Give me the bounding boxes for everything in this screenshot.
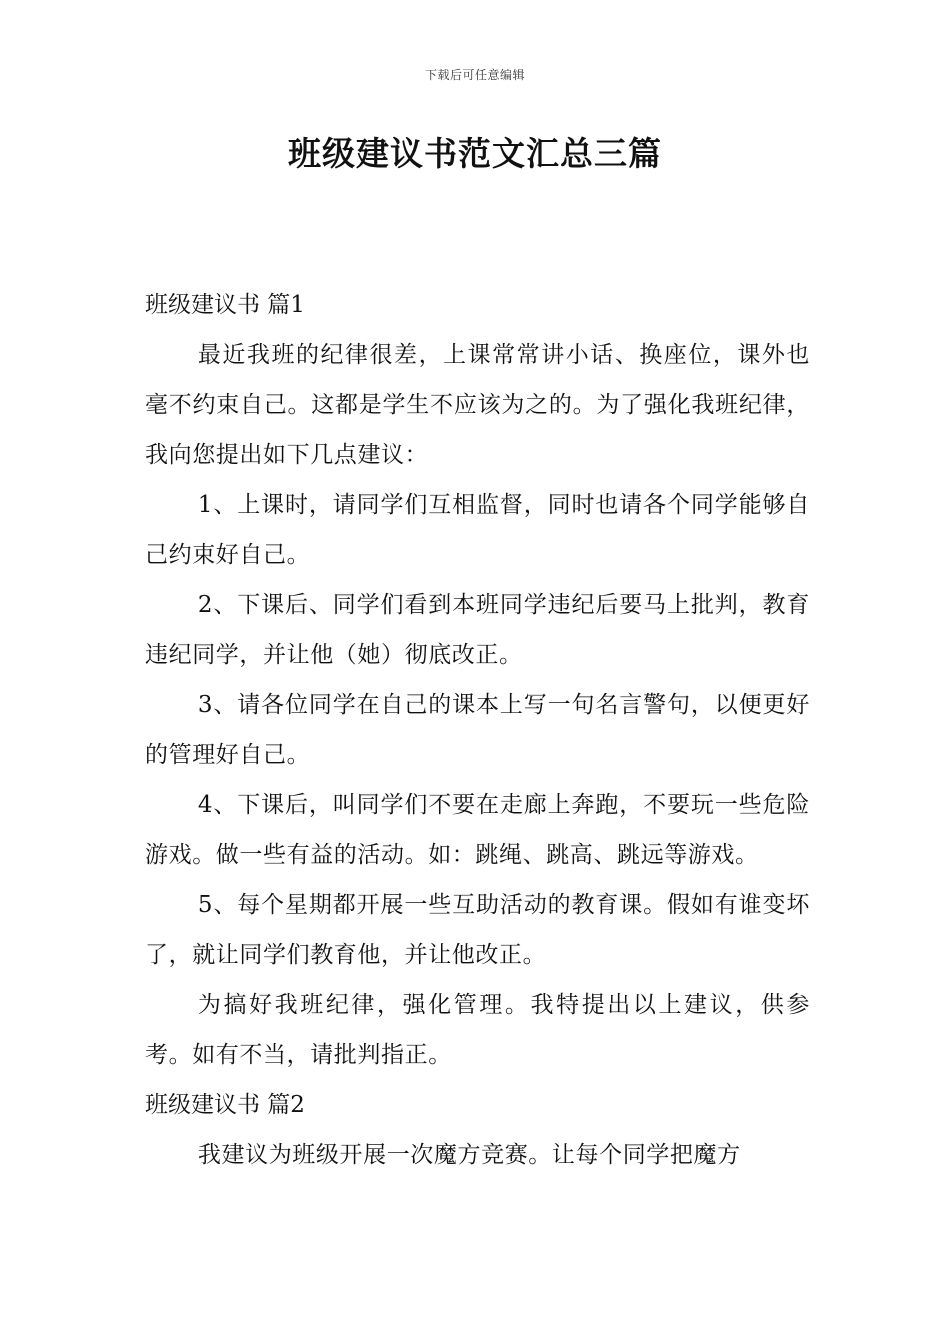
header-note: 下载后可任意编辑 [424,68,525,82]
page-title: 班级建议书范文汇总三篇 [288,134,662,173]
paragraph: 5、每个星期都开展一些互助活动的教育课。假如有谁变坏了，就让同学们教育他，并让他改正。 [145,892,810,968]
paragraph: 1、上课时，请同学们互相监督，同时也请各个同学能够自己约束好自己。 [145,492,810,568]
paragraph: 2、下课后、同学们看到本班同学违纪后要马上批判，教育违纪同学，并让他（她）彻底改正。 [145,592,810,668]
paragraph: 为搞好我班纪律，强化管理。我特提出以上建议，供参考。如有不当，请批判指正。 [145,992,810,1068]
section-heading-2: 班级建议书 篇2 [145,1092,305,1118]
paragraph: 3、请各位同学在自己的课本上写一句名言警句，以便更好的管理好自己。 [145,692,810,768]
paragraph: 4、下课后，叫同学们不要在走廊上奔跑，不要玩一些危险游戏。做一些有益的活动。如：跳绳、跳高、跳远等游戏。 [145,792,810,868]
document-body [145,280,810,1180]
paragraph: 最近我班的纪律很差，上课常常讲小话、换座位，课外也毫不约束自己。这都是学生不应该为之的。为了强化我班纪律，我向您提出如下几点建议： [145,342,810,468]
section-heading-1: 班级建议书 篇1 [145,292,305,318]
paragraph: 我建议为班级开展一次魔方竞赛。让每个同学把魔方 [197,1142,741,1168]
